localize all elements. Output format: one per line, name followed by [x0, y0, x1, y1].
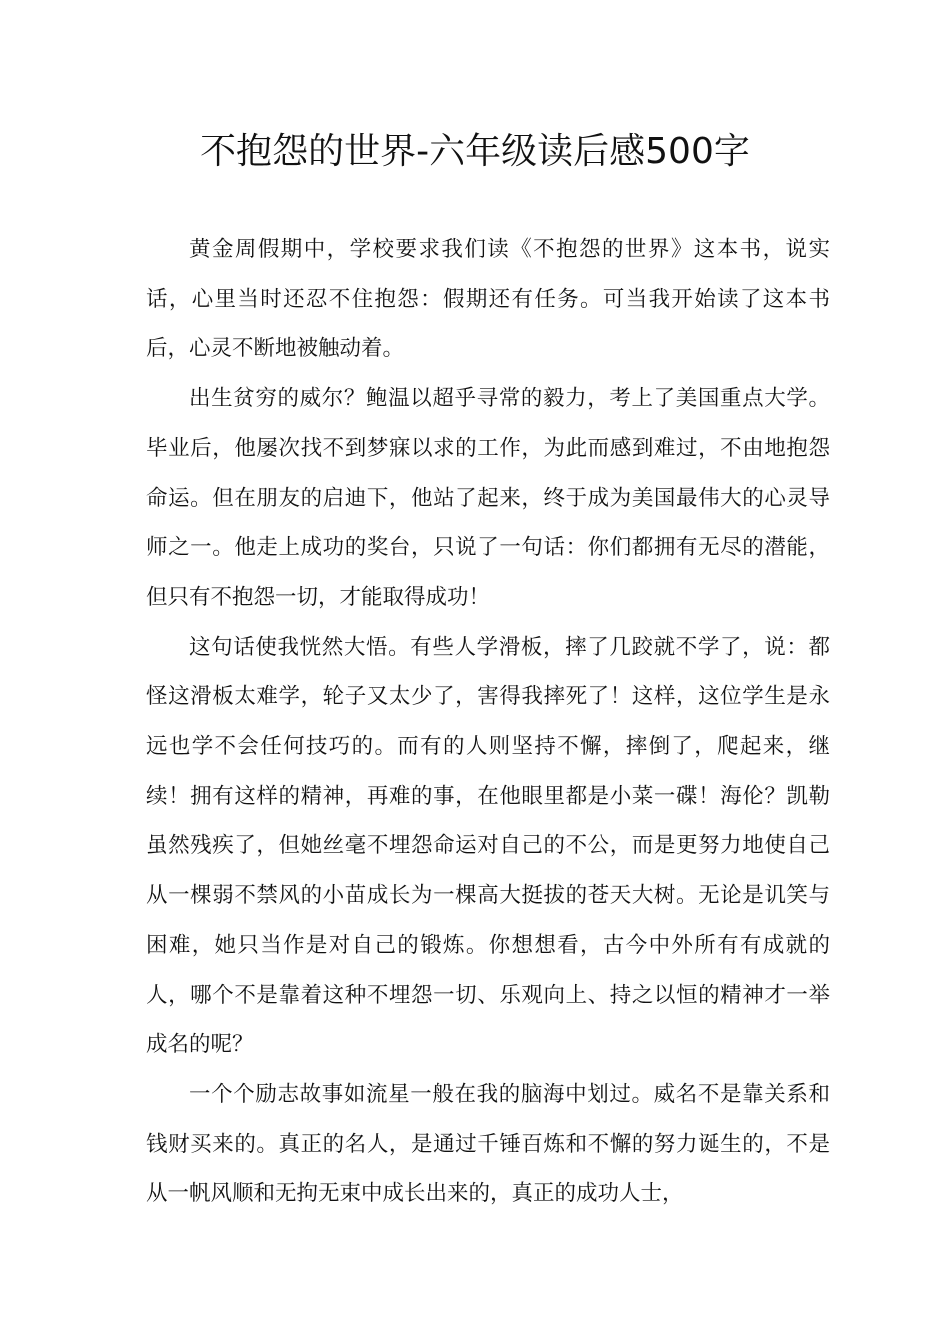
document-title: 不抱怨的世界-六年级读后感500字 [200, 131, 750, 172]
paragraph-2: 出生贫穷的威尔？鲍温以超乎寻常的毅力，考上了美国重点大学。毕业后，他屡次找不到梦寐以求的工作，为此而感到难过，不由地抱怨命运。但在朋友的启迪下，他站了起来，终于成为美国最伟大的心灵导师之一。他走上成功的奖台，只说了一句话：你们都拥有无尽的潜能，但只有不抱怨一切，才能取得成功！ [146, 386, 830, 610]
paragraph-4: 一个个励志故事如流星一般在我的脑海中划过。威名不是靠关系和钱财买来的。真正的名人，是通过千锤百炼和不懈的努力诞生的，不是从一帆风顺和无拘无束中成长出来的，真正的成功人士， [146, 1081, 830, 1207]
paragraph-1: 黄金周假期中，学校要求我们读《不抱怨的世界》这本书，说实话，心里当时还忍不住抱怨：假期还有任务。可当我开始读了这本书后，心灵不断地被触动着。 [146, 237, 830, 362]
paragraph-3: 这句话使我恍然大悟。有些人学滑板，摔了几跤就不学了，说：都怪这滑板太难学，轮子又太少了，害得我摔死了！这样，这位学生是永远也学不会任何技巧的。而有的人则坚持不懈，摔倒了，爬起来，继续！拥有这样的精神，再难的事，在他眼里都是小菜一碟！海伦？凯勒虽然残疾了，但她丝毫不埋怨命运对自己的不公，而是更努力地使自己从一棵弱不禁风的小苗成长为一棵高大挺拔的苍天大树。无论是讥笑与困难，她只当作是对自己的锻炼。你想想看，古今中外所有有成就的人，哪个不是靠着这种不埋怨一切、乐观向上、持之以恒的精神才一举成名的呢？ [146, 634, 830, 1058]
document-body [146, 225, 830, 1219]
